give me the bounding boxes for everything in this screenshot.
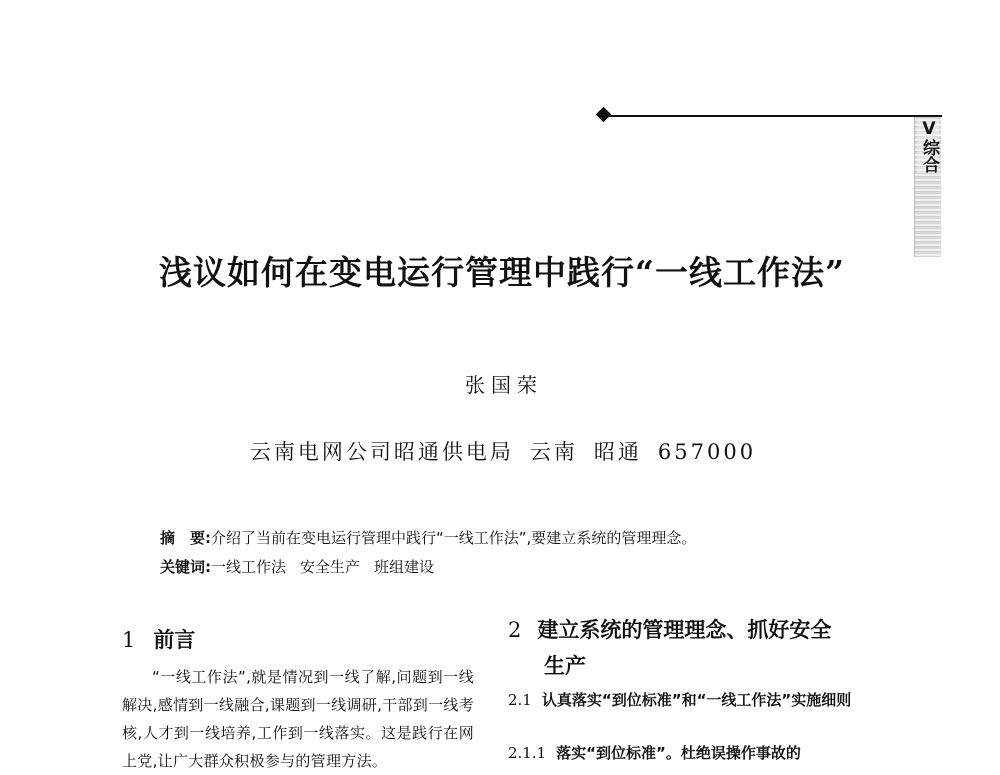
side-tab-label: Ⅴ综合 bbox=[919, 119, 939, 173]
affiliation-province: 云南 bbox=[529, 440, 578, 464]
abstract bbox=[160, 527, 880, 549]
affiliation-city: 昭通 bbox=[593, 440, 642, 464]
section-1-body: “一线工作法”,就是情况到一线了解,问题到一线解决,感情到一线融合,课题到一线调研,干部到一线考核,人才到一线培养,工作到一线落实。这是践行在网上党,让广大群众积极参与的管理方法。 bbox=[122, 668, 474, 770]
keyword-item: 班组建设 bbox=[374, 558, 435, 576]
section-side-tab bbox=[914, 117, 941, 257]
keyword-item: 安全生产 bbox=[300, 558, 361, 576]
diamond-icon bbox=[596, 107, 612, 123]
section-2-title-line2: 生产 bbox=[544, 654, 586, 678]
keywords-label: 关键词: bbox=[160, 558, 211, 576]
subsection-2-1-1-title: 落实“到位标准”。杜绝误操作事故的 bbox=[556, 744, 801, 762]
section-2-number: 2 bbox=[508, 618, 522, 642]
subsection-2-1-1-heading bbox=[508, 742, 870, 760]
subsection-2-1-1-number: 2.1.1 bbox=[508, 744, 547, 762]
keyword-item: 一线工作法 bbox=[211, 558, 287, 576]
subsection-2-1-heading bbox=[508, 688, 870, 713]
affiliation bbox=[0, 436, 1000, 466]
header-rule bbox=[607, 115, 942, 117]
section-1-number: 1 bbox=[122, 628, 136, 652]
affiliation-org: 云南电网公司昭通供电局 bbox=[249, 440, 514, 464]
section-1-heading bbox=[122, 624, 195, 654]
subsection-2-1-number: 2.1 bbox=[508, 691, 532, 709]
abstract-label: 摘 要: bbox=[160, 529, 211, 547]
paper-title: 浅议如何在变电运行管理中践行“一线工作法” bbox=[159, 253, 845, 292]
keywords bbox=[160, 556, 880, 578]
author-name: 张国荣 bbox=[465, 373, 543, 397]
section-2-title-line1: 建立系统的管理理念、抓好安全 bbox=[537, 618, 832, 642]
abstract-text: 介绍了当前在变电运行管理中践行“一线工作法”,要建立系统的管理理念。 bbox=[211, 529, 697, 547]
subsection-2-1-title: 认真落实“到位标准”和“一线工作法”实施细则 bbox=[541, 691, 852, 709]
section-1-title: 前言 bbox=[153, 628, 196, 652]
affiliation-postcode: 657000 bbox=[657, 440, 757, 464]
section-2-heading bbox=[508, 612, 878, 684]
